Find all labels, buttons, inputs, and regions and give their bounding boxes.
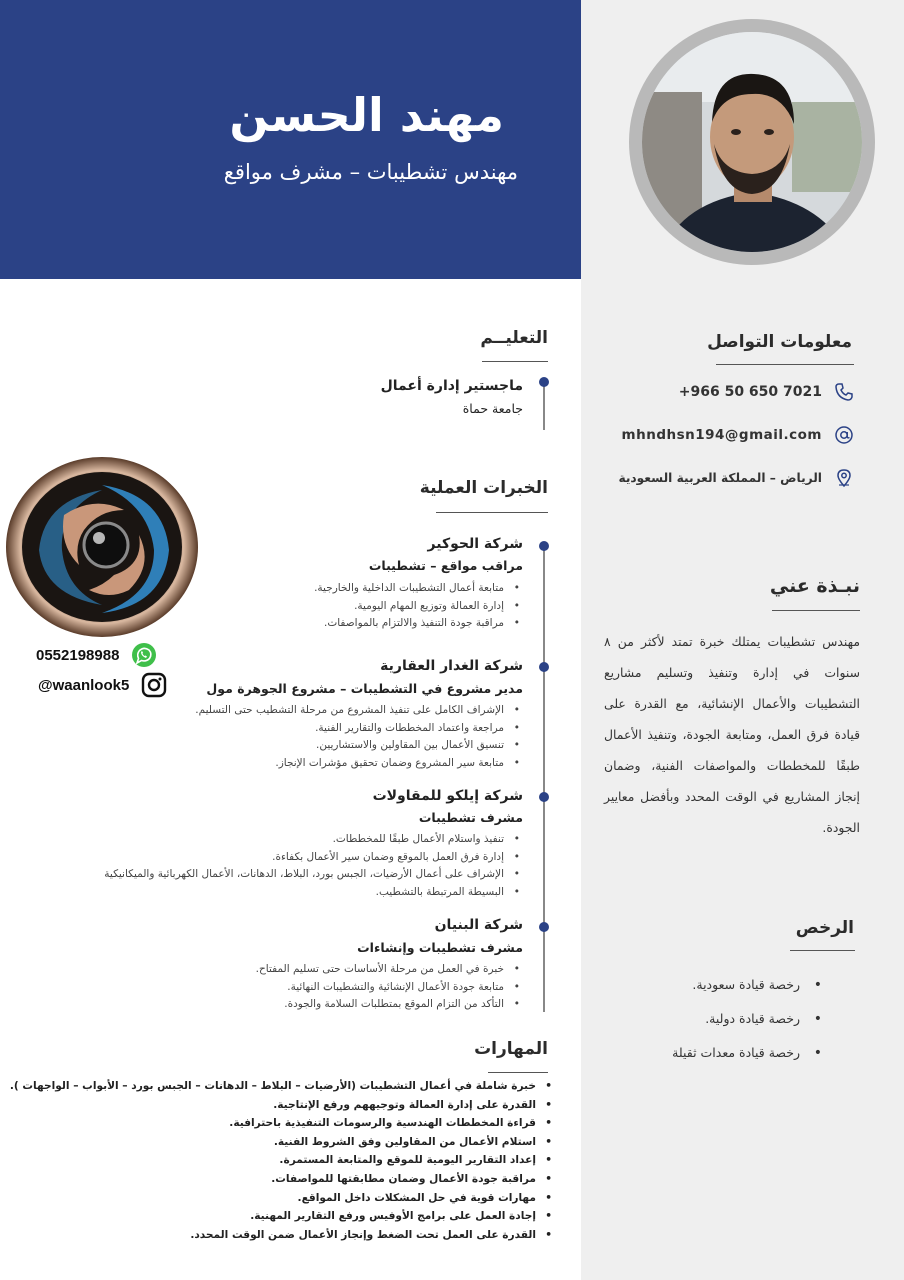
job-bullet: • تنفيذ واستلام الأعمال طبقًا للمخططات. bbox=[104, 831, 520, 849]
skills-heading: المهارات bbox=[474, 1039, 548, 1059]
experience-timeline bbox=[543, 546, 545, 1012]
whatsapp-icon bbox=[131, 642, 157, 668]
education-timeline bbox=[543, 382, 545, 430]
skill-item: • استلام الأعمال من المقاولين وفق الشروط الفنية. bbox=[10, 1133, 552, 1152]
licenses-list bbox=[672, 972, 822, 1074]
skill-item: • مهارات قوية في حل المشكلات داخل المواقع. bbox=[10, 1189, 552, 1208]
watermark-phone-row bbox=[36, 641, 157, 669]
job-bullet: • التأكد من التزام الموقع بمتطلبات السلامة والجودة. bbox=[256, 996, 520, 1014]
job-bullets bbox=[104, 831, 520, 901]
watermark-logo bbox=[4, 455, 200, 639]
job-bullet: • الإشراف على أعمال الأرضيات، الجبس بورد، البلاط، الدهانات، الأعمال الكهربائية والميكانيكية bbox=[104, 866, 520, 884]
contact-rule bbox=[716, 364, 854, 365]
skill-item: • قراءة المخططات الهندسية والرسومات التنفيذية باحترافية. bbox=[10, 1114, 552, 1133]
job-bullet: • إدارة العمالة وتوزيع المهام اليومية. bbox=[314, 598, 520, 616]
skills-list bbox=[10, 1077, 552, 1244]
timeline-dot bbox=[539, 541, 549, 551]
location-pin-icon bbox=[834, 468, 854, 488]
licenses-rule bbox=[790, 950, 855, 951]
job-bullets bbox=[195, 702, 520, 772]
about-heading: نبـذة عني bbox=[769, 575, 860, 597]
timeline-dot bbox=[539, 662, 549, 672]
contact-heading: معلومات التواصل bbox=[707, 332, 852, 352]
experience-heading: الخبرات العملية bbox=[419, 478, 548, 498]
job-company: شركة الحوكير bbox=[427, 536, 523, 552]
watermark-handle: @waanlook5 bbox=[38, 676, 130, 694]
job-bullet: • متابعة جودة الأعمال الإنشائية والتشطيبات النهائية. bbox=[256, 979, 520, 997]
job-bullets bbox=[256, 961, 520, 1014]
job-bullet: • البسيطة المرتبطة بالتشطيب. bbox=[104, 884, 520, 902]
education-degree: ماجستير إدارة أعمال bbox=[380, 378, 523, 394]
experience-rule bbox=[436, 512, 548, 513]
candidate-title: مهندس تشطيبات – مشرف مواقع bbox=[223, 160, 518, 184]
job-bullet: • مراقبة جودة التنفيذ والالتزام بالمواصفات. bbox=[314, 615, 520, 633]
skill-item: • إعداد التقارير اليومية للموقع والمتابعة المستمرة. bbox=[10, 1151, 552, 1170]
job-bullet: • تنسيق الأعمال بين المقاولين والاستشاريين. bbox=[195, 737, 520, 755]
job-bullet: • متابعة سير المشروع وضمان تحقيق مؤشرات الإنجاز. bbox=[195, 755, 520, 773]
contact-location-row bbox=[554, 466, 854, 490]
about-text: مهندس تشطيبات يمتلك خبرة تمتد لأكثر من ٨ سنوات في إدارة وتنفيذ وتسليم مشاريع التشطيبات والأعمال الإنشائية، مع القدرة على قيادة فرق العمل، ومتابعة الجودة، وتنفيذ الأعمال طبقًا للمخططات والمواصفات الفنية، وضمان إنجاز المشاريع في الوقت المحدد وبأفضل معايير الجودة. bbox=[604, 634, 860, 835]
job-bullet: • مراجعة واعتماد المخططات والتقارير الفنية. bbox=[195, 720, 520, 738]
skill-item: • القدرة على العمل تحت الضغط وإنجاز الأعمال ضمن الوقت المحدد. bbox=[10, 1226, 552, 1245]
job-bullet: • متابعة أعمال التشطيبات الداخلية والخارجية. bbox=[314, 580, 520, 598]
job-role: مشرف تشطيبات وإنشاءات bbox=[357, 940, 523, 955]
contact-email-row[interactable] bbox=[554, 423, 854, 447]
education-school: جامعة حماة bbox=[462, 401, 523, 416]
contact-email: mhndhsn194@gmail.com bbox=[621, 427, 822, 443]
timeline-dot bbox=[539, 377, 549, 387]
contact-phone-row[interactable] bbox=[554, 380, 854, 404]
job-company: شركة الغدار العقارية bbox=[380, 658, 523, 674]
job-bullets bbox=[314, 580, 520, 633]
licenses-heading: الرخص bbox=[795, 918, 854, 938]
watermark-handle-row bbox=[38, 671, 167, 699]
skill-item: • مراقبة جودة الأعمال وضمان مطابقتها للمواصفات. bbox=[10, 1170, 552, 1189]
license-item: • رخصة قيادة سعودية. bbox=[672, 972, 822, 1006]
license-item: • رخصة قيادة معدات ثقيلة bbox=[672, 1040, 822, 1074]
about-rule bbox=[772, 610, 860, 611]
timeline-dot bbox=[539, 922, 549, 932]
profile-photo bbox=[642, 32, 862, 252]
job-bullet: • خبرة في العمل من مرحلة الأساسات حتى تسليم المفتاح. bbox=[256, 961, 520, 979]
skill-item: • القدرة على إدارة العمالة وتوجيههم ورفع الإنتاجية. bbox=[10, 1096, 552, 1115]
candidate-name: مهند الحسن bbox=[229, 88, 504, 142]
job-role: مدير مشروع في التشطيبات – مشروع الجوهرة مول bbox=[206, 681, 523, 696]
phone-icon bbox=[834, 382, 854, 402]
education-heading: التعليــم bbox=[480, 328, 548, 348]
education-rule bbox=[482, 361, 548, 362]
skill-item: • إجادة العمل على برامج الأوفيس ورفع التقارير المهنية. bbox=[10, 1207, 552, 1226]
job-role: مشرف تشطيبات bbox=[418, 810, 523, 825]
instagram-icon bbox=[141, 672, 167, 698]
at-sign-icon bbox=[834, 425, 854, 445]
job-role: مراقب مواقع – تشطيبات bbox=[368, 558, 523, 573]
contact-phone: +966 50 650 7021 bbox=[678, 384, 822, 400]
timeline-dot bbox=[539, 792, 549, 802]
skills-rule bbox=[488, 1072, 548, 1073]
contact-location: الرياض – المملكة العربية السعودية bbox=[618, 471, 822, 485]
license-item: • رخصة قيادة دولية. bbox=[672, 1006, 822, 1040]
job-company: شركة إيلكو للمقاولات bbox=[372, 788, 523, 804]
job-bullet: • الإشراف الكامل على تنفيذ المشروع من مرحلة التشطيب حتى التسليم. bbox=[195, 702, 520, 720]
job-company: شركة البنيان bbox=[434, 917, 523, 933]
skill-item: • خبرة شاملة في أعمال التشطيبات (الأرضيات – البلاط – الدهانات – الجبس بورد – الأبواب – الواجهات ). bbox=[10, 1077, 552, 1096]
watermark-phone: 0552198988 bbox=[36, 646, 120, 664]
job-bullet: • إدارة فرق العمل بالموقع وضمان سير الأعمال بكفاءة. bbox=[104, 849, 520, 867]
